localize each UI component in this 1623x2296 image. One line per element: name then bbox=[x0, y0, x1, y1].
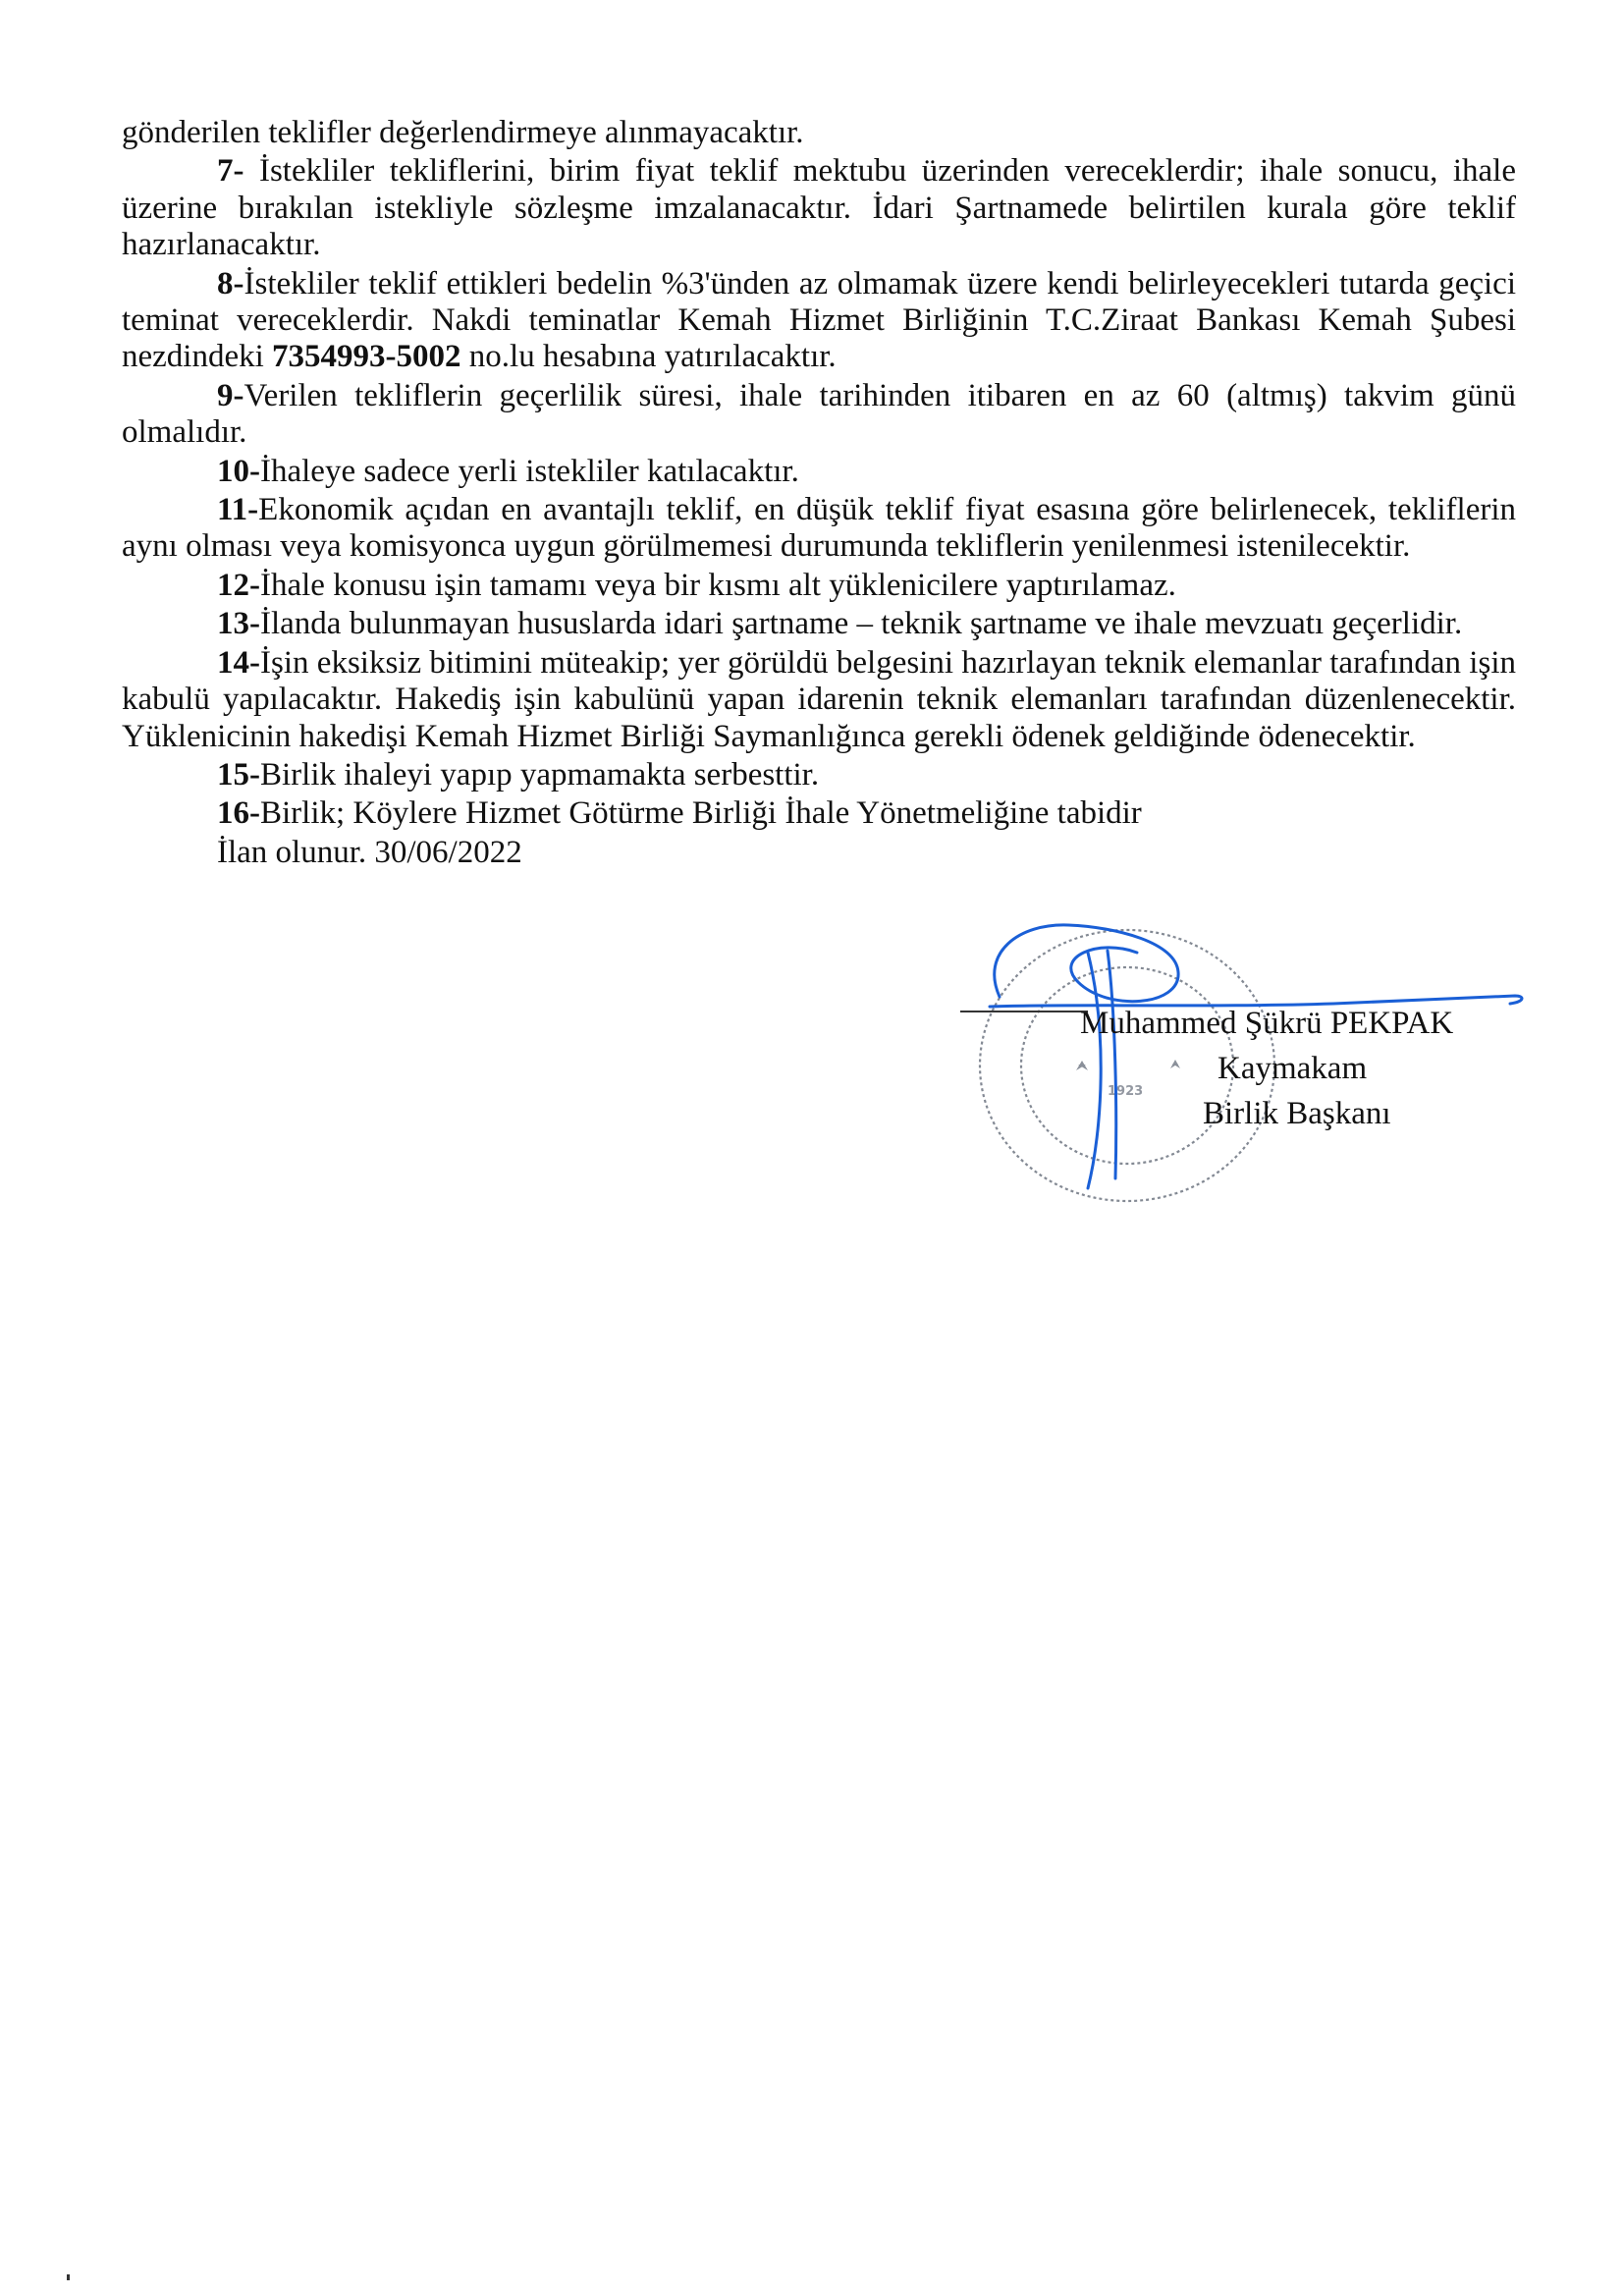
item-12: 12-İhale konusu işin tamamı veya bir kısmı alt yüklenicilere yaptırılamaz. bbox=[217, 567, 1176, 603]
scan-speck bbox=[67, 2274, 70, 2280]
item-11: 11-Ekonomik açıdan en avantajlı teklif, en düşük teklif fiyat esasına göre belirlenecek, tekliflerin aynı olması veya komisyonca uygun görülmemesi durumunda tekliflerin yenilenmesi istenilecektir. bbox=[122, 492, 1516, 565]
item-10: 10-İhaleye sadece yerli istekliler katılacaktır. bbox=[217, 453, 799, 489]
item-16: 16-Birlik; Köylere Hizmet Götürme Birliği İhale Yönetmeliğine tabidir bbox=[217, 795, 1142, 832]
lead-line: gönderilen teklifler değerlendirmeye alınmayacaktır. bbox=[122, 115, 804, 150]
document-body bbox=[122, 115, 1516, 871]
signatory-role: Birlik Başkanı bbox=[1203, 1096, 1391, 1131]
item-13: 13-İlanda bulunmayan hususlarda idari şartname – teknik şartname ve ihale mevzuatı geçerlidir. bbox=[217, 606, 1463, 642]
signatory-name: Muhammed Şükrü PEKPAK bbox=[1080, 1006, 1454, 1041]
item-9: 9-Verilen tekliflerin geçerlilik süresi, ihale tarihinden itibaren en az 60 (altmış) takvim günü olmalıdır. bbox=[122, 377, 1516, 451]
item-15: 15-Birlik ihaleyi yapıp yapmamakta serbesttir. bbox=[217, 756, 820, 793]
signatory-title: Kaymakam bbox=[1217, 1051, 1368, 1086]
account-number: 7354993-5002 bbox=[272, 339, 461, 375]
closing-line: İlan olunur. 30/06/2022 bbox=[217, 834, 522, 870]
signature-block bbox=[1080, 1001, 1453, 1136]
item-7: 7- İstekliler tekliflerini, birim fiyat teklif mektubu üzerinden vereceklerdir; ihale sonucu, ihale üzerine bırakılan istekliyle sözleşme imzalanacaktır. İdari Şartnamede belirtilen kurala göre teklif hazırlanacaktır. bbox=[122, 153, 1516, 263]
item-8: 8-İstekliler teklif ettikleri bedelin %3'ünden az olmamak üzere kendi belirleyecekleri tutarda geçici teminat vereceklerdir. Nakdi teminatlar Kemah Hizmet Birliğinin T.C.Ziraat Bankası Kemah Şubesi nezdindeki 7354993-5002 no.lu hesabına yatırılacaktır. bbox=[122, 265, 1516, 375]
item-14: 14-İşin eksiksiz bitimini müteakip; yer görüldü belgesini hazırlayan teknik elemanlar tarafından işin kabulü yapılacaktır. Hakediş işin kabulünü yapan idarenin teknik elemanları tarafından düzenlenecektir. Yüklenicinin hakedişi Kemah Hizmet Birliği Saymanlığınca gerekli ödenek geldiğinde ödenecektir. bbox=[122, 644, 1516, 754]
stamp-year: 1923 bbox=[1108, 1084, 1144, 1099]
